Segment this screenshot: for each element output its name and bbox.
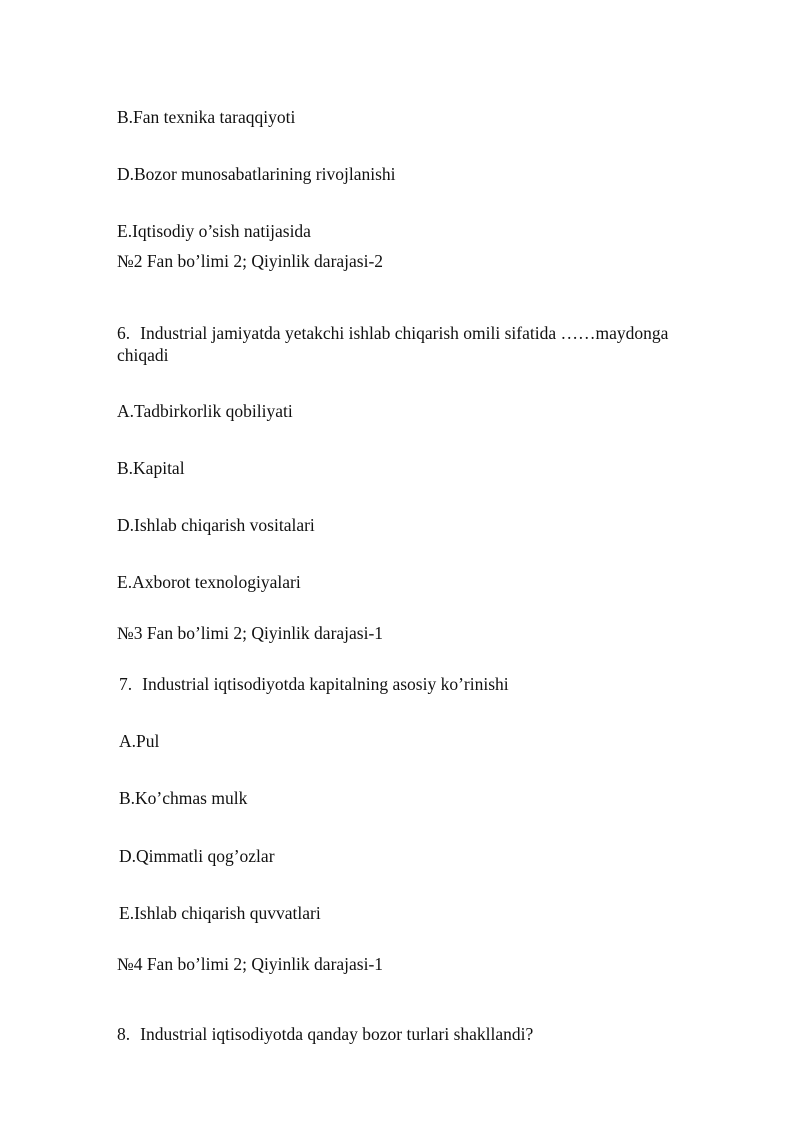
answer-option: B.Fan texnika taraqqiyoti — [117, 107, 296, 127]
answer-option: B.Kapital — [117, 458, 185, 478]
question-text: Industrial jamiyatda yetakchi ishlab chiqarish omili sifatida ……maydonga chiqadi — [117, 323, 669, 365]
answer-option: E.Iqtisodiy o’sish natijasida — [117, 221, 311, 241]
question-number: 6. — [117, 323, 131, 343]
question-text: Industrial iqtisodiyotda kapitalning asosiy ko’rinishi — [142, 674, 509, 694]
answer-option: D.Ishlab chiqarish vositalari — [117, 515, 315, 535]
answer-option: A.Pul — [119, 731, 160, 751]
question-number: 7. — [119, 674, 133, 694]
answer-option: D.Bozor munosabatlarining rivojlanishi — [117, 164, 396, 184]
section-heading: №3 Fan bo’limi 2; Qiyinlik darajasi-1 — [117, 623, 384, 643]
question — [119, 673, 509, 695]
section-heading: №2 Fan bo’limi 2; Qiyinlik darajasi-2 — [117, 251, 384, 271]
answer-option: E.Axborot texnologiyalari — [117, 572, 301, 592]
question-text: Industrial iqtisodiyotda qanday bozor turlari shakllandi? — [140, 1024, 534, 1044]
answer-option: A.Tadbirkorlik qobiliyati — [117, 401, 293, 421]
section-heading: №4 Fan bo’limi 2; Qiyinlik darajasi-1 — [117, 954, 384, 974]
answer-option: D.Qimmatli qog’ozlar — [119, 846, 275, 866]
question — [117, 322, 717, 366]
question-number: 8. — [117, 1024, 131, 1044]
question — [117, 1023, 533, 1045]
answer-option: B.Ko’chmas mulk — [119, 788, 248, 808]
answer-option: E.Ishlab chiqarish quvvatlari — [119, 903, 321, 923]
